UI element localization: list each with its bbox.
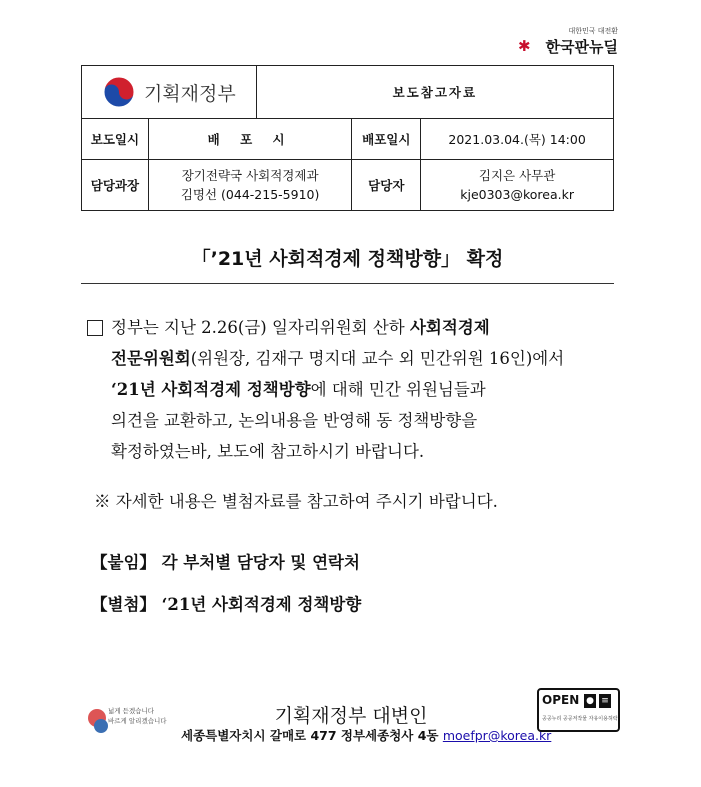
dept-name: 장기전략국 사회적경제과 [181,168,319,183]
attachment-item: 【붙임】 각 부처별 담당자 및 연락처 [91,553,360,572]
attribution-icon: ● [584,694,596,708]
release-label: 보도일시 [82,119,149,160]
contact-label: 담당자 [352,160,421,211]
contact-name: 김지은 사무관 [478,168,556,183]
press-subject-title: 「’21년 사회적경제 정책방향」 확정 [191,248,504,270]
new-deal-tagline: 대한민국 대전환 [568,27,618,35]
body-line-2 [111,343,564,374]
new-deal-mark-icon: ✱ [518,37,531,55]
address-text: 세종특별자치시 갈매로 477 정부세종청사 4동 [181,728,443,743]
slogan-line-2: 바르게 알리겠습니다 [108,717,167,725]
ministry-slogan-logo [88,703,167,743]
open-license-caption: 공공누리 공공저작물 자유이용허락 [542,716,618,722]
attachment-item: 【별첨】 ‘21년 사회적경제 정책방향 [91,595,362,614]
body-line-4: 의견을 교환하고, 논의내용을 반영해 동 정책방향을 [111,411,478,430]
taegeuk-emblem-icon [102,75,136,109]
body-line-5: 확정하였는바, 보도에 참고하시기 바랍니다. [111,442,425,461]
distribution-value: 2021.03.04.(목) 14:00 [421,119,614,160]
subject-divider [81,283,614,284]
body-line-1 [111,312,490,343]
slogan-line-1: 넓게 듣겠습니다 [108,707,155,715]
spokesperson-title: 기획재정부 대변인 [274,705,428,727]
dept-head-phone: 김명선 (044-215-5910) [180,187,320,202]
press-email-link[interactable]: moefpr@korea.kr [442,728,552,743]
attachment-note: ※ 자세한 내용은 별첨자료를 참고하여 주시기 바랍니다. [94,492,498,511]
release-value: 배 포 시 [148,119,352,160]
body-bold-text: 사회적경제 [409,318,490,337]
contact-info [421,160,614,211]
new-deal-logo [518,24,618,60]
ministry-address [181,726,552,744]
ministry-name: 기획재정부 [143,82,236,105]
no-derivative-icon: ≡ [599,694,611,708]
open-license-badge [537,688,620,732]
bullet-box-icon [87,320,103,336]
body-bold-text: 전문위원회 [111,349,191,368]
dept-label: 담당과장 [82,160,149,211]
open-label: OPEN [542,693,580,707]
press-header-table [81,65,614,211]
ministry-cell [82,66,257,119]
body-text: 에 대해 민간 위원님들과 [310,380,486,399]
contact-email: kje0303@korea.kr [460,187,574,202]
body-text: 정부는 지난 2.26(금) 일자리위원회 산하 [111,318,410,337]
doc-type-title: 보도참고자료 [256,66,613,119]
body-line-3 [111,374,486,405]
body-bold-text: ‘21년 사회적경제 정책방향 [111,380,311,399]
speaker-icon [94,719,108,733]
dept-info [148,160,352,211]
new-deal-name: 한국판뉴딜 [545,38,618,56]
body-text: (위원장, 김재구 명지대 교수 외 민간위원 16인)에서 [190,349,565,368]
distribution-label: 배포일시 [352,119,421,160]
